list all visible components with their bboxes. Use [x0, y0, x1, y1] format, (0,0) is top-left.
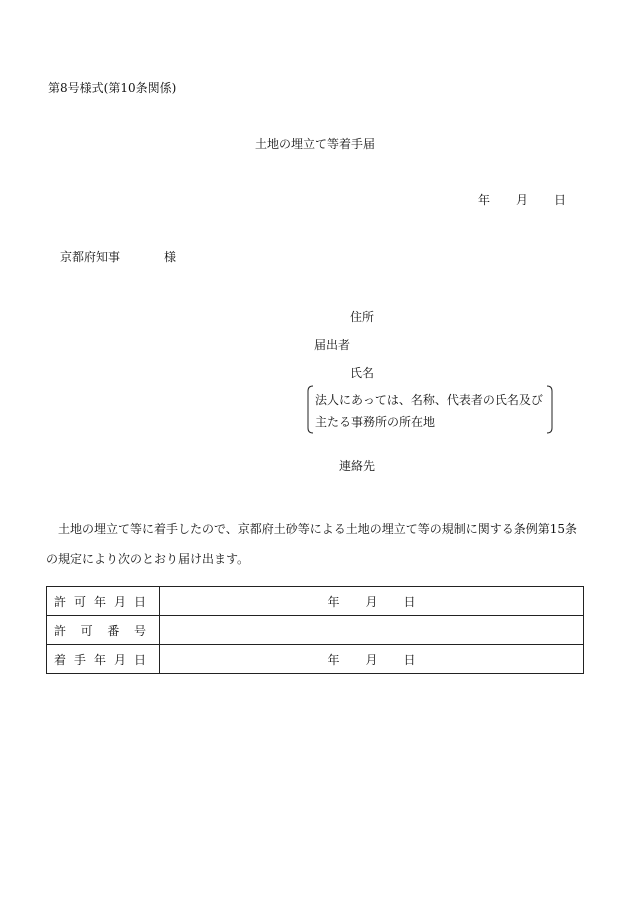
- table-row: [47, 587, 584, 616]
- document-title: 土地の埋立て等着手届: [254, 137, 375, 151]
- body-paragraph: 土地の埋立て等に着手したので、京都府土砂等による土地の埋立て等の規制に関する条例第15条の規定により次のとおり届け出ます。: [46, 522, 578, 566]
- date-day: 日: [554, 193, 567, 207]
- permit-date-label: 許 可 年 月 日: [47, 587, 160, 616]
- addressee-name: 京都府知事: [60, 250, 121, 264]
- corporate-note-bracket: [307, 385, 553, 433]
- contact-label: 連絡先: [339, 459, 376, 473]
- info-table: [46, 586, 584, 674]
- date-year: 年: [478, 193, 491, 207]
- address-label: 住所: [350, 310, 375, 324]
- addressee: [60, 249, 176, 265]
- table-row: [47, 645, 584, 674]
- corporate-note-text: 法人にあっては、名称、代表者の氏名及び主たる事務所の所在地: [315, 393, 543, 429]
- start-date-label: 着 手 年 月 日: [47, 645, 160, 674]
- notifier-label: 届出者: [314, 338, 351, 352]
- table-row: [47, 616, 584, 645]
- permit-number-field[interactable]: [160, 616, 584, 645]
- submission-date: [478, 192, 566, 208]
- permit-number-label: 許 可 番 号: [47, 616, 160, 645]
- name-label: 氏名: [350, 366, 375, 380]
- form-number: 第8号様式(第10条関係): [48, 81, 177, 95]
- permit-date-field[interactable]: 年 月 日: [160, 587, 584, 616]
- date-month: 月: [516, 193, 529, 207]
- addressee-honorific: 様: [164, 250, 177, 264]
- start-date-field[interactable]: 年 月 日: [160, 645, 584, 674]
